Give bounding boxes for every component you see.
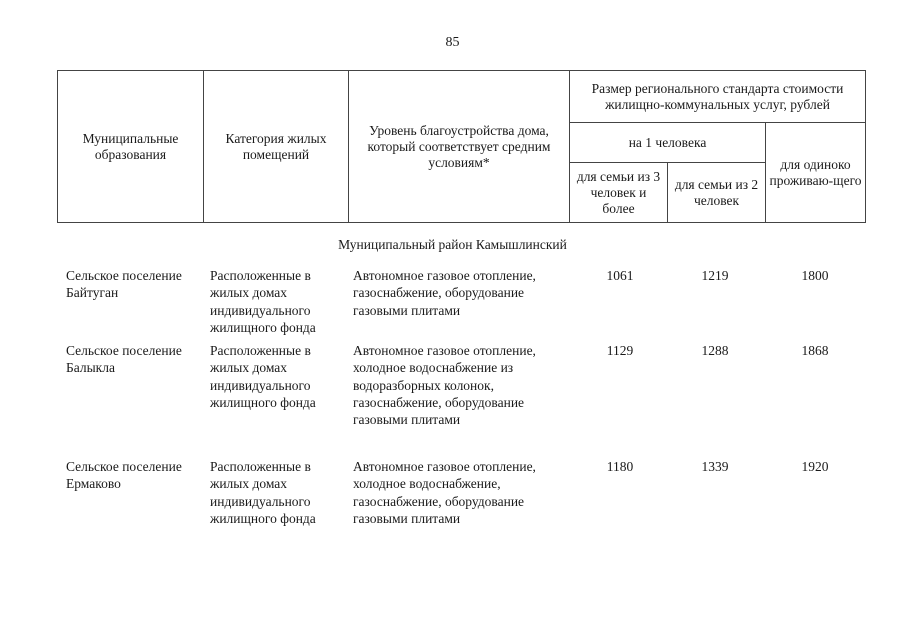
header-standard: Размер регионального стандарта стоимости жилищно-коммунальных услуг, рублей: [570, 71, 866, 123]
header-category: Категория жилых помещений: [204, 71, 349, 223]
municipality-cell: Сельское поселение Байтуган: [66, 268, 182, 301]
municipality-cell: Сельское поселение Балыкла: [66, 343, 182, 376]
header-family3: для семьи из 3 человек и более: [570, 163, 668, 223]
table-header: [57, 70, 866, 223]
section-title: Муниципальный район Камышлинский: [338, 237, 567, 252]
family3-value: 1061: [606, 268, 634, 283]
category-cell: Расположенные в жилых домах индивидуального жилищного фонда: [210, 268, 316, 335]
header-municipal: Муниципальные образования: [58, 71, 204, 223]
page-number: 85: [445, 35, 460, 50]
category-cell: Расположенные в жилых домах индивидуального жилищного фонда: [210, 459, 316, 526]
category-cell: Расположенные в жилых домах индивидуального жилищного фонда: [210, 343, 316, 410]
level-cell: Автономное газовое отопление, холодное водоснабжение из водоразборных колонок, газоснабжение, оборудование газовыми плитами: [353, 343, 536, 428]
header-level: Уровень благоустройства дома, который соответствует средним условиям*: [349, 71, 570, 223]
single-value: 1868: [801, 343, 829, 358]
family3-value: 1180: [606, 459, 634, 474]
header-family2: для семьи из 2 человек: [668, 163, 766, 223]
family2-value: 1339: [701, 459, 729, 474]
single-value: 1800: [801, 268, 829, 283]
level-cell: Автономное газовое отопление, газоснабжение, оборудование газовыми плитами: [353, 268, 536, 318]
municipality-cell: Сельское поселение Ермаково: [66, 459, 182, 492]
level-cell: Автономное газовое отопление, холодное водоснабжение, газоснабжение, оборудование газовыми плитами: [353, 459, 536, 526]
family3-value: 1129: [606, 343, 634, 358]
header-single: для одиноко проживаю-щего: [766, 123, 866, 223]
header-per-person: на 1 человека: [570, 123, 766, 163]
family2-value: 1288: [701, 343, 729, 358]
single-value: 1920: [801, 459, 829, 474]
family2-value: 1219: [701, 268, 729, 283]
